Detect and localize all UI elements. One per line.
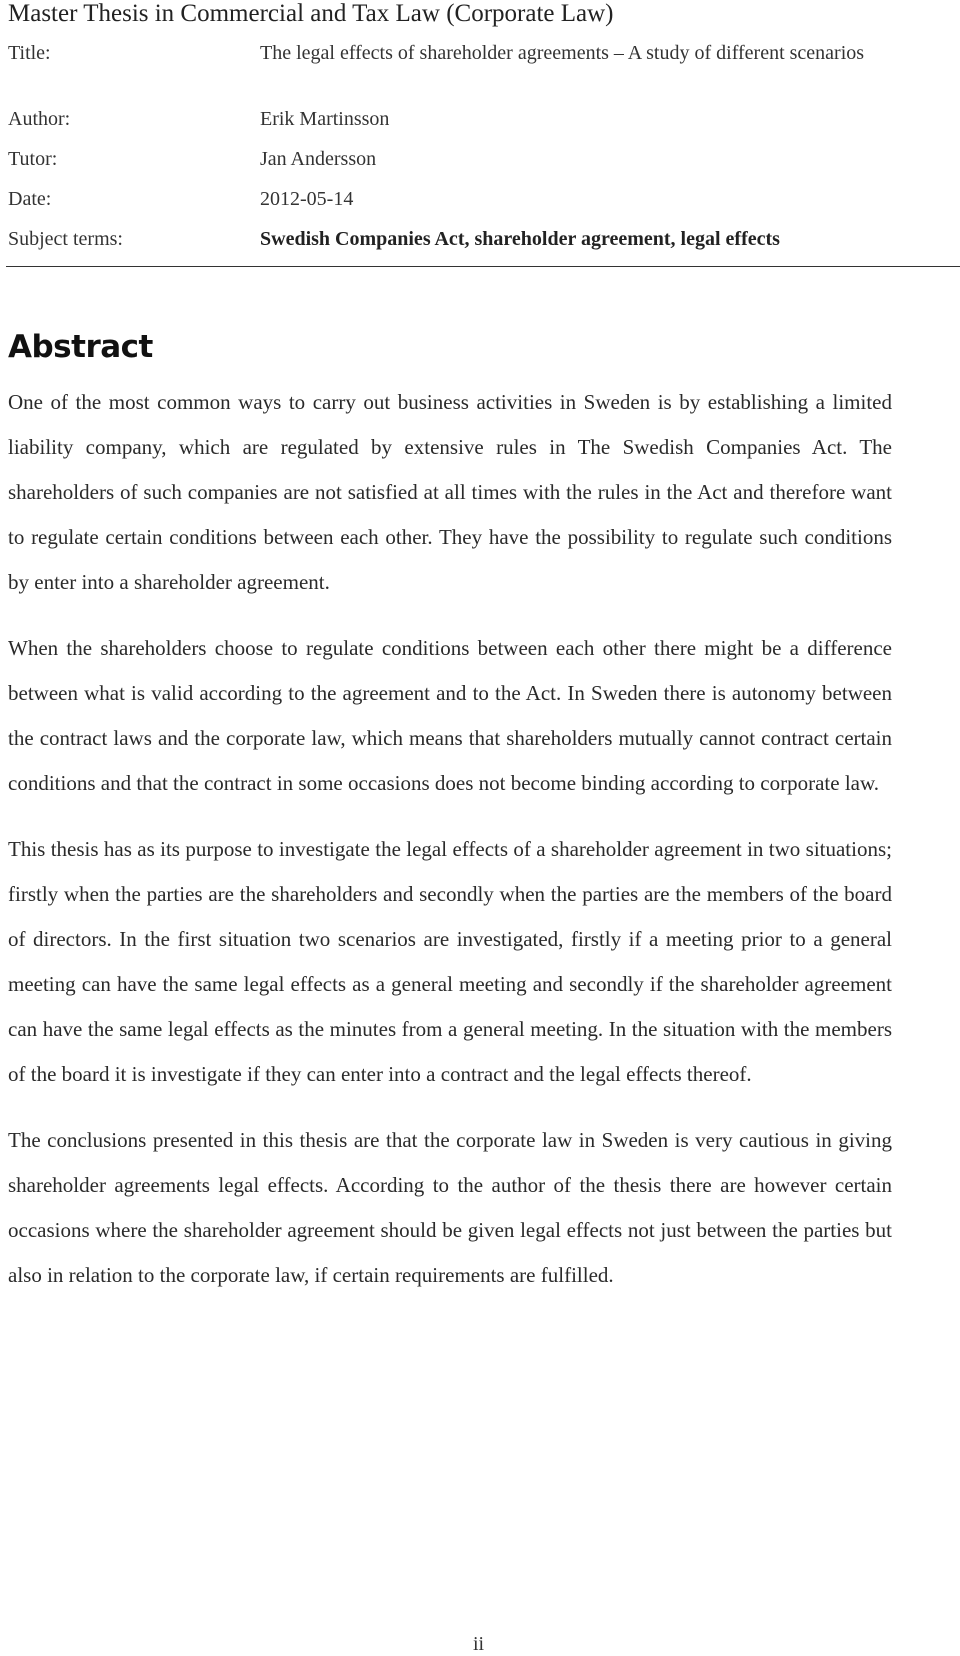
- author-label: Author:: [8, 108, 71, 130]
- date-value: 2012-05-14: [260, 188, 354, 210]
- abstract-paragraph: When the shareholders choose to regulate conditions between each other there might be a difference between what is valid according to the agreement and to the Act. In Sweden there is autonomy between the contract laws and the corporate law, which means that shareholders mutually cannot contract certain conditions and that the contract in some occasions does not become binding according to corporate law.: [8, 636, 892, 795]
- abstract-body: [8, 380, 892, 1319]
- author-value: Erik Martinsson: [260, 108, 390, 130]
- abstract-paragraph: This thesis has as its purpose to investigate the legal effects of a shareholder agreement in two situations; firstly when the parties are the shareholders and secondly when the parties are the members of the board of directors. In the first situation two scenarios are investigated, firstly if a meeting prior to a general meeting can have the same legal effects as a general meeting and secondly if the shareholder agreement can have the same legal effects as the minutes from a general meeting. In the situation with the members of the board it is investigate if they can enter into a contract and the legal effects thereof.: [8, 837, 892, 1086]
- subject-terms-label: Subject terms:: [8, 228, 123, 250]
- date-label: Date:: [8, 188, 52, 210]
- thesis-header-title: Master Thesis in Commercial and Tax Law (Corporate Law): [8, 0, 614, 27]
- title-value: The legal effects of shareholder agreements – A study of different scenarios: [260, 42, 865, 64]
- header-divider: [6, 266, 960, 267]
- abstract-heading: Abstract: [8, 329, 153, 365]
- page-number: ii: [473, 1633, 485, 1655]
- subject-terms-value: Swedish Companies Act, shareholder agreement, legal effects: [260, 228, 780, 250]
- abstract-paragraph: One of the most common ways to carry out business activities in Sweden is by establishing a limited liability company, which are regulated by extensive rules in The Swedish Companies Act. The shareholders of such companies are not satisfied at all times with the rules in the Act and therefore want to regulate certain conditions between each other. They have the possibility to regulate such conditions by enter into a shareholder agreement.: [8, 390, 892, 594]
- abstract-paragraph: The conclusions presented in this thesis are that the corporate law in Sweden is very cautious in giving shareholder agreements legal effects. According to the author of the thesis there are however certain occasions where the shareholder agreement should be given legal effects not just between the parties but also in relation to the corporate law, if certain requirements are fulfilled.: [8, 1128, 892, 1287]
- tutor-label: Tutor:: [8, 148, 58, 170]
- title-label: Title:: [8, 42, 51, 64]
- tutor-value: Jan Andersson: [260, 148, 377, 170]
